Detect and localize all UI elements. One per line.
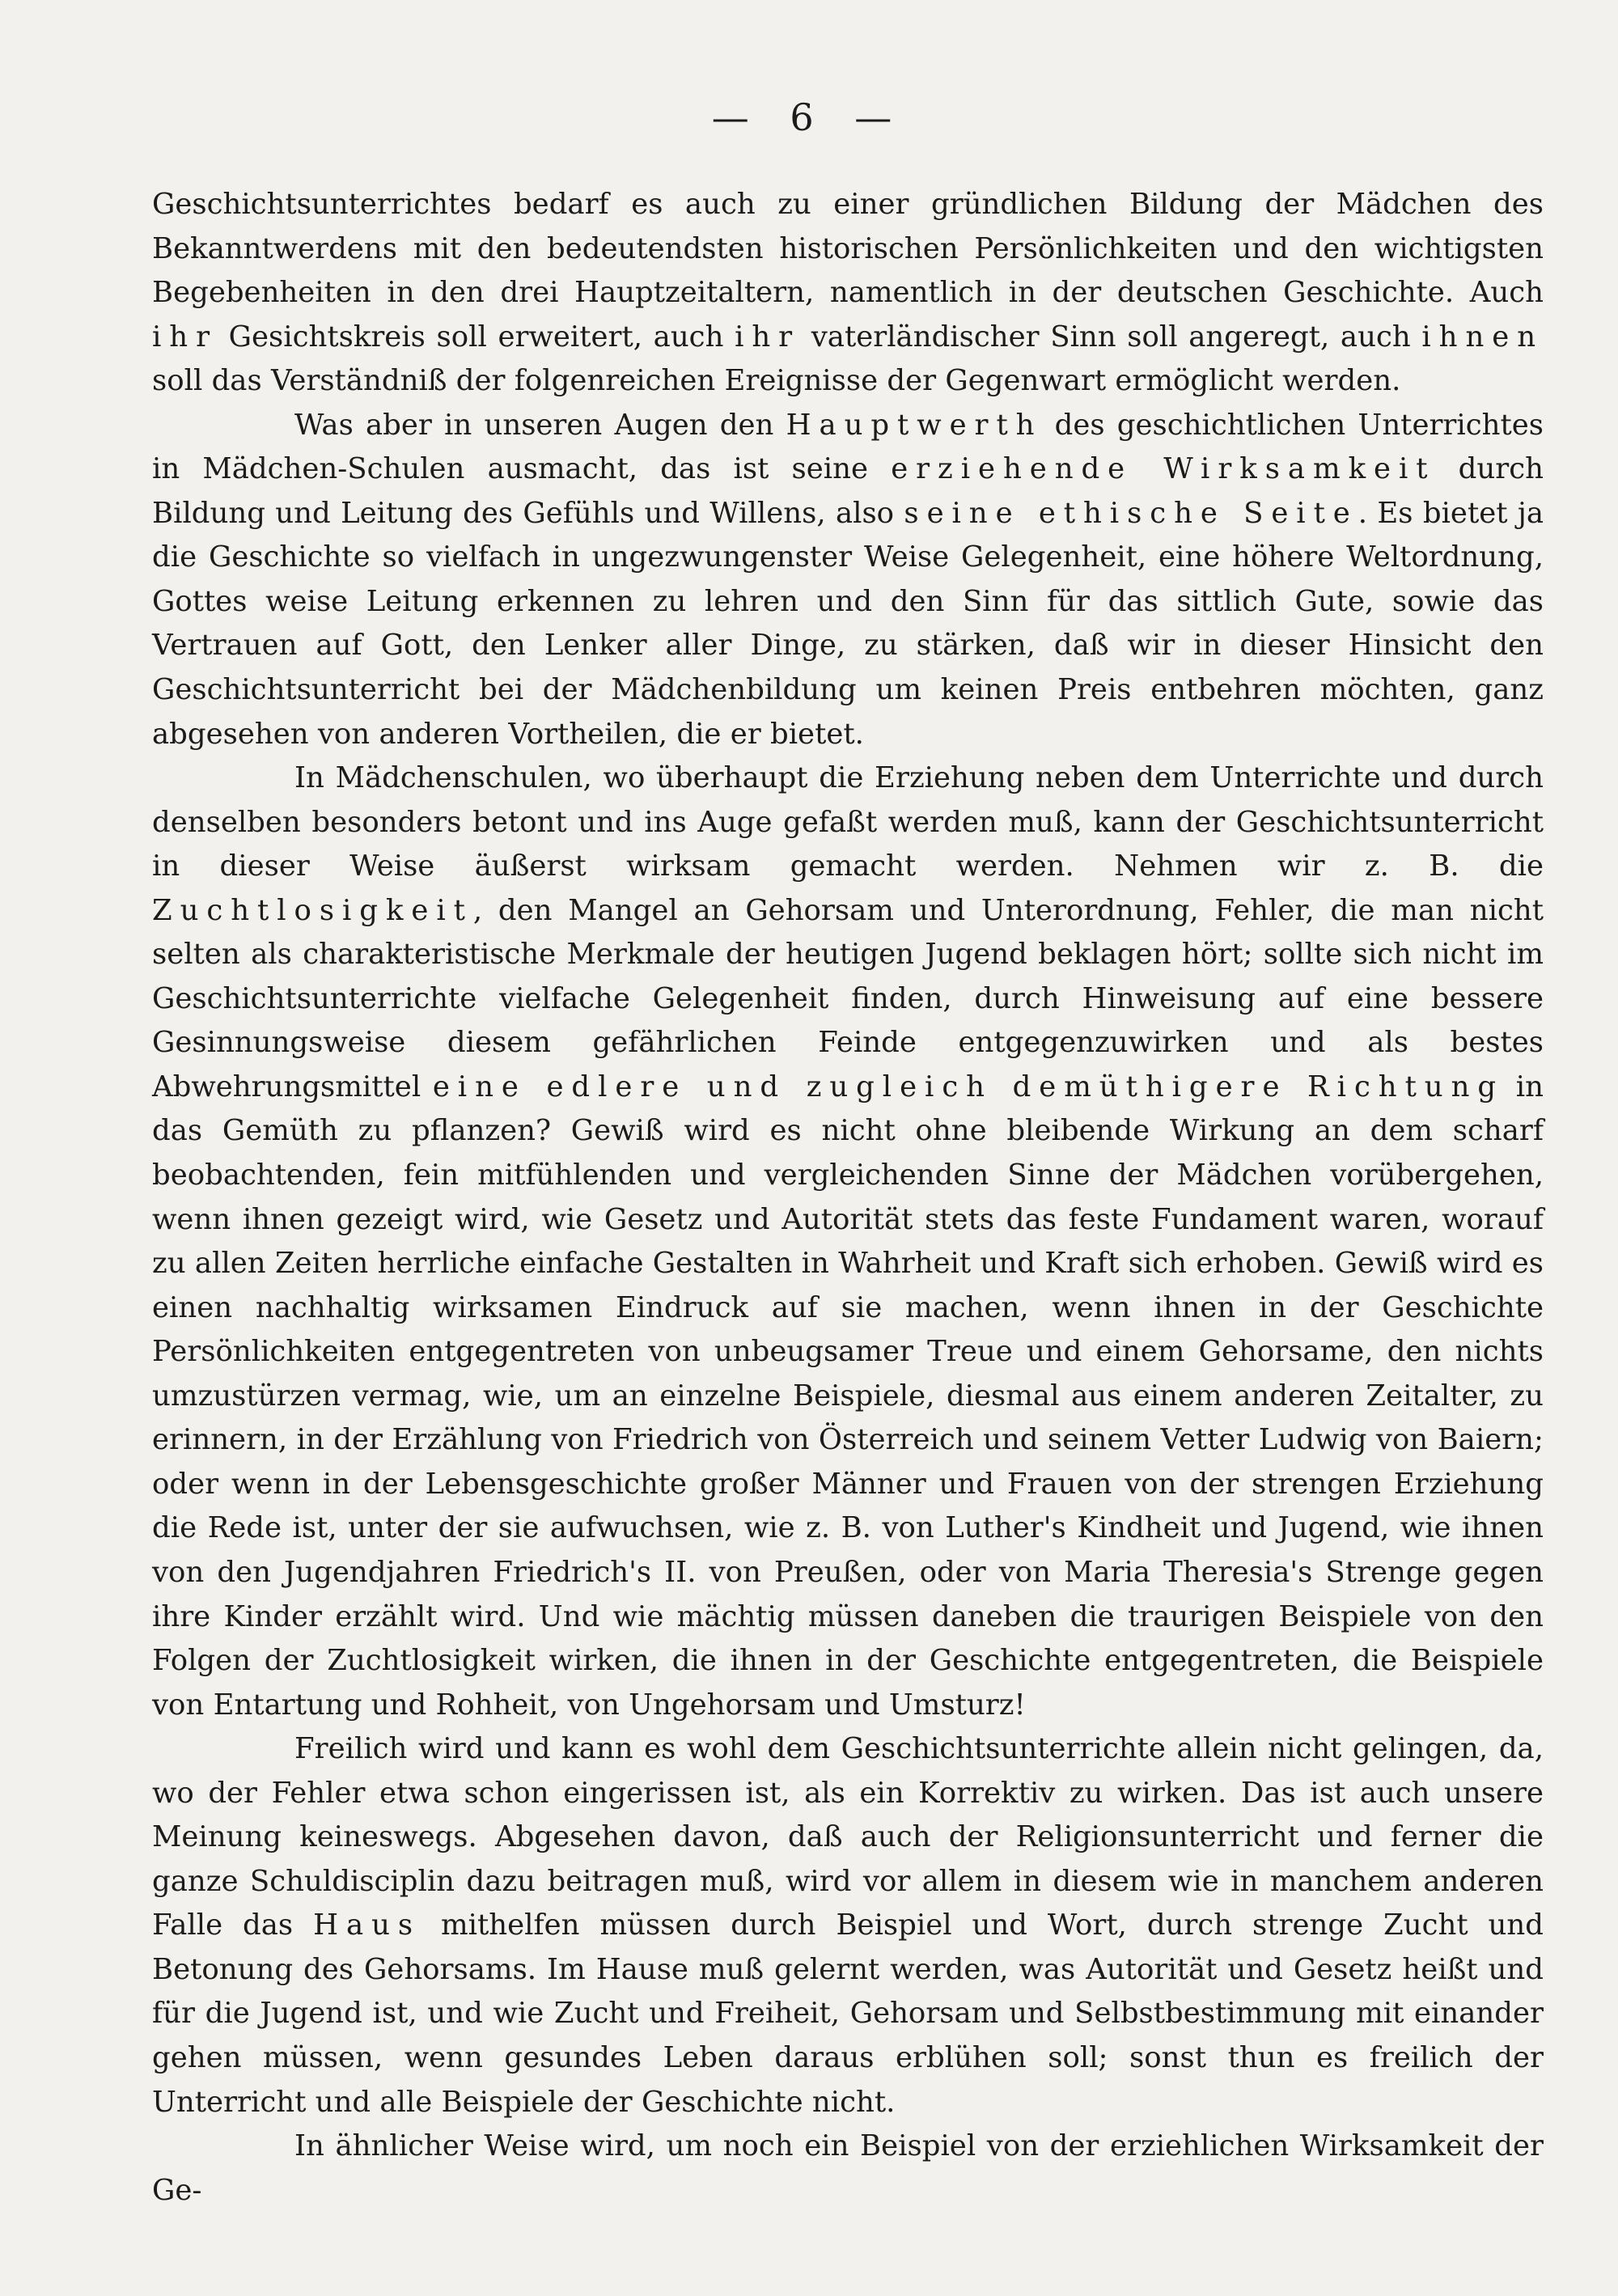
text-run: in das Gemüth zu pflanzen? Gewiß wird es nicht ohne bleibende Wirkung an dem scharf beobachtenden, fein mitfühlenden und vergleichenden Sinne der Mädchen vorübergehen, wenn ihnen gezeigt wird, wie Gesetz und Autorität stets das feste Fundament waren, worauf zu allen Zeiten herrliche einfache Gestalten in Wahrheit und Kraft sich erhoben. Gewiß wird es einen nachhaltig wirksamen Eindruck auf sie machen, wenn ihnen in der Geschichte Persönlichkeiten entgegentreten von unbeugsamer Treue und einem Gehorsame, den nichts umzustürzen vermag, wie, um an einzelne Beispiele, diesmal aus einem anderen Zeitalter, zu erinnern, in der Erzählung von Friedrich von Österreich und seinem Vetter Ludwig von Baiern; oder wenn in der Lebensgeschichte großer Männer und Frauen von der strengen Erziehung die Rede ist, unter der sie aufwuchsen, wie z. B. von Luther's Kindheit und Jugend, wie ihnen von den Jugendjahren Friedrich's II. von Preußen, oder von Maria Theresia's Strenge gegen ihre Kinder erzählt wird. Und wie mächtig müssen daneben die traurigen Beispiele von den Folgen der Zuchtlosigkeit wirken, die ihnen in der Geschichte entgegentreten, die Beispiele von Entartung und Rohheit, von Ungehorsam und Umsturz! [152,1070,1544,1722]
emphasis-text: eine edlere und zugleich demüthigere Richtung [432,1070,1505,1104]
text-run: vaterländischer Sinn soll angeregt, auch [800,320,1422,354]
text-run: Was aber in unseren Augen den [294,408,786,442]
text-run: mithelfen müssen durch Beispiel und Wort, durch strenge Zucht und Betonung des Gehorsams. Im Hause muß gelernt werden, was Autorität und Gesetz heißt und für die Jugend ist, und wie Zucht und Freiheit, Gehorsam und Selbstbestimmung mit einander gehen müssen, wenn gesundes Leben daraus erblühen soll; sonst thun es freilich der Unterricht und alle Beispiele der Geschichte nicht. [152,1908,1544,2119]
emphasis-text: Haus [313,1908,421,1942]
text-run: Geschichtsunterrichtes bedarf es auch zu einer gründlichen Bildung der Mädchen des Bekanntwerdens mit den bedeutendsten historischen Persönlichkeiten und den wichtigsten Begebenheiten in den drei Hauptzeitaltern, namentlich in der deutschen Geschichte. Auch [152,188,1544,310]
text-run: , den Mangel an Gehorsam und Unterordnung, Fehler, die man nicht selten als charakteristische Merkmale der heutigen Jugend beklagen hört; sollte sich nicht im Geschichtsunterrichte vielfache Gelegenheit finden, durch Hinweisung auf eine bessere Gesinnungsweise diesem gefährlichen Feinde entgegenzuwirken und als bestes Abwehrungsmittel [152,893,1544,1104]
paragraph-3 [152,756,1544,1727]
paragraph-4 [152,1727,1544,2124]
emphasis-text: Hauptwerth [786,408,1043,442]
emphasis-text: Zuchtlosigkeit [152,893,473,927]
body-text [152,183,1544,2213]
emphasis-text: ihr [735,320,801,354]
paragraph-5 [152,2124,1544,2213]
emphasis-text: erziehende Wirksamkeit [891,452,1436,486]
emphasis-text: seine ethische Seite [904,496,1358,530]
page-number: — 6 — [711,95,907,139]
text-run: In Mädchenschulen, wo überhaupt die Erziehung neben dem Unterrichte und durch denselben besonders betont und ins Auge gefaßt werden muß, kann der Geschichtsunterricht in dieser Weise äußerst wirksam gemacht werden. Nehmen wir z. B. die [152,761,1544,883]
emphasis-text: ihnen [1421,320,1544,354]
text-run: Freilich wird und kann es wohl dem Geschichtsunterrichte allein nicht gelingen, da, wo der Fehler etwa schon eingerissen ist, als ein Korrektiv zu wirken. Das ist auch unsere Meinung keineswegs. Abgesehen davon, daß auch der Religionsunterricht und ferner die ganze Schuldisciplin dazu beitragen muß, wird vor allem in diesem wie in manchem anderen Falle das [152,1732,1544,1942]
text-run: durch Bildung und Leitung des Gefühls und Willens, also [152,452,1544,530]
emphasis-text: ihr [152,320,218,354]
text-run: soll das Verständniß der folgenreichen Ereignisse der Gegenwart ermöglicht werden. [152,364,1401,398]
text-run: Gesichtskreis soll erweitert, auch [218,320,735,354]
text-run: des geschichtlichen Unterrichtes in Mädchen-Schulen ausmacht, das ist seine [152,408,1544,486]
paragraph-2 [152,404,1544,756]
text-run: . Es bietet ja die Geschichte so vielfach in ungezwungenster Weise Gelegenheit, eine höhere Weltordnung, Gottes weise Leitung erkennen zu lehren und den Sinn für das sittlich Gute, sowie das Vertrauen auf Gott, den Lenker aller Dinge, zu stärken, daß wir in dieser Hinsicht den Geschichtsunterricht bei der Mädchenbildung um keinen Preis entbehren möchten, ganz abgesehen von anderen Vortheilen, die er bietet. [152,496,1544,751]
text-run: In ähnlicher Weise wird, um noch ein Beispiel von der erziehlichen Wirksamkeit der Ge- [152,2129,1544,2207]
paragraph-1 [152,183,1544,404]
